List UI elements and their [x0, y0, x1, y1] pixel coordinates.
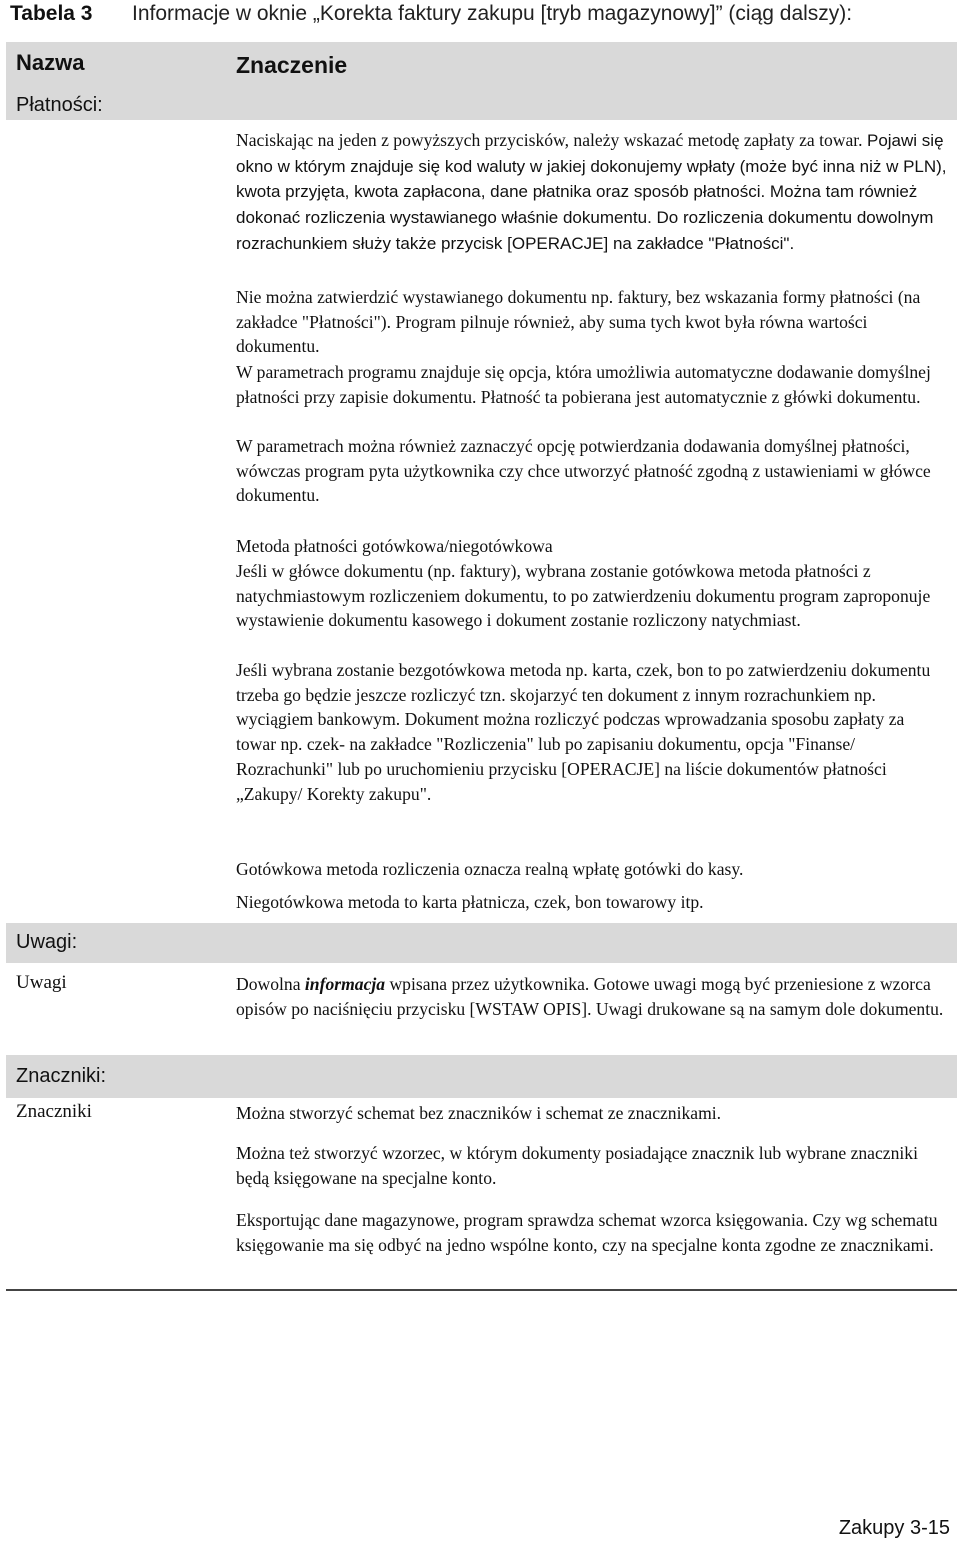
platnosci-text-1: Naciskając na jeden z powyższych przycisków, należy wskazać metodę zapłaty za towar. [236, 130, 863, 150]
uwagi-description [236, 972, 948, 1021]
row-label-znaczniki: Znaczniki [16, 1101, 92, 1122]
uwagi-text-b: wpisana przez użytkownika. Gotowe uwagi mogą być przeniesione z wzorca opisów po naciśnięciu przycisku [WSTAW OPIS]. Uwagi drukowane są na samym dole dokumentu. [236, 974, 944, 1019]
platnosci-paragraph-9: Gotówkowa metoda rozliczenia oznacza realną wpłatę gotówki do kasy. [236, 859, 744, 879]
section-heading-uwagi: Uwagi: [16, 931, 78, 953]
column-header-meaning: Znaczenie [236, 52, 348, 78]
znaczniki-paragraph-2: Można też stworzyć wzorzec, w którym dokumenty posiadające znacznik lub wybrane znaczniki będą księgowane na specjalne konto. [236, 1143, 918, 1188]
row-label-uwagi: Uwagi [16, 972, 67, 993]
table-bottom-rule [6, 1289, 957, 1291]
section-heading-znaczniki: Znaczniki: [16, 1065, 107, 1087]
table-header [6, 42, 957, 120]
platnosci-paragraph-1 [236, 128, 948, 257]
platnosci-paragraph-8: Jeśli wybrana zostanie bezgotówkowa metoda np. karta, czek, bon to po zatwierdzeniu dokumentu trzeba go będzie jeszcze rozliczyć tzn. skojarzyć ten dokument z innym rozrachunkiem np. wyciągiem bankowym. Dokument można rozliczyć podczas wprowadzania sposobu zapłaty za towar np. czek- na zakładce "Rozliczenia" lub po zapisaniu dokumentu, opcja "Finanse/ Rozrachunki" lub po uruchomieniu przycisku [OPERACJE] na liście dokumentów płatności „Zakupy/ Korekty zakupu". [236, 660, 931, 804]
uwagi-text-emphasis: informacja [304, 974, 386, 994]
znaczniki-paragraph-1: Można stworzyć schemat bez znaczników i schemat ze znacznikami. [236, 1103, 722, 1123]
platnosci-paragraph-4: W parametrach programu znajduje się opcja, która umożliwia automatyczne dodawanie domyślnej płatności przy zapisie dokumentu. Płatność ta pobierana jest automatycznie z główki dokumentu. [236, 362, 931, 407]
table-title: Informacje w oknie „Korekta faktury zakupu [tryb magazynowy]” (ciąg dalszy): [132, 2, 853, 25]
znaczniki-paragraph-3: Eksportując dane magazynowe, program sprawdza schemat wzorca księgowania. Czy wg schematu księgowanie ma się odbyć na jedno wspólne konto, czy na specjalne konta zgodne ze znacznikami. [236, 1210, 938, 1255]
platnosci-paragraph-5: W parametrach można również zaznaczyć opcję potwierdzania dodawania domyślnej płatności, wówczas program pyta użytkownika czy chce utworzyć płatność zgodną z ustawieniami w główce dokumentu. [236, 436, 931, 506]
column-header-name: Nazwa [16, 50, 85, 75]
table-caption [8, 0, 958, 38]
section-bar-uwagi [6, 923, 957, 963]
uwagi-text-a: Dowolna [236, 974, 305, 994]
platnosci-paragraph-7: Jeśli w główce dokumentu (np. faktury), wybrana zostanie gotówkowa metoda płatności z natychmiastowym rozliczeniem dokumentu, to po zatwierdzeniu dokumentu program zaproponuje wystawienie dokumentu kasowego i dokument zostanie rozliczony natychmiast. [236, 561, 931, 631]
platnosci-text-2: Pojawi się okno w którym znajduje się kod waluty w jakiej dokonujemy wpłaty (może być inna niż w PLN), kwota przyjęta, kwota zapłacona, dane płatnika oraz sposób płatności. Można tam również dokonać rozliczenia wystawianego właśnie dokumentu. Do rozliczenia dokumentu dowolnym rozrachunkiem służy także przycisk [OPERACJE] na zakładce "Płatności". [236, 131, 947, 253]
section-bar-znaczniki [6, 1055, 957, 1098]
platnosci-paragraph-10: Niegotówkowa metoda to karta płatnicza, czek, bon towarowy itp. [236, 892, 704, 912]
section-heading-platnosci: Płatności: [16, 94, 103, 116]
table-label: Tabela 3 [10, 2, 93, 25]
platnosci-paragraph-3: Nie można zatwierdzić wystawianego dokumentu np. faktury, bez wskazania formy płatności (na zakładce "Płatności"). Program pilnuje również, aby suma tych kwot była równa wartości dokumentu. [236, 287, 921, 357]
platnosci-method-heading: Metoda płatności gotówkowa/niegotówkowa [236, 536, 553, 556]
page-footer: Zakupy 3-15 [838, 1517, 950, 1539]
